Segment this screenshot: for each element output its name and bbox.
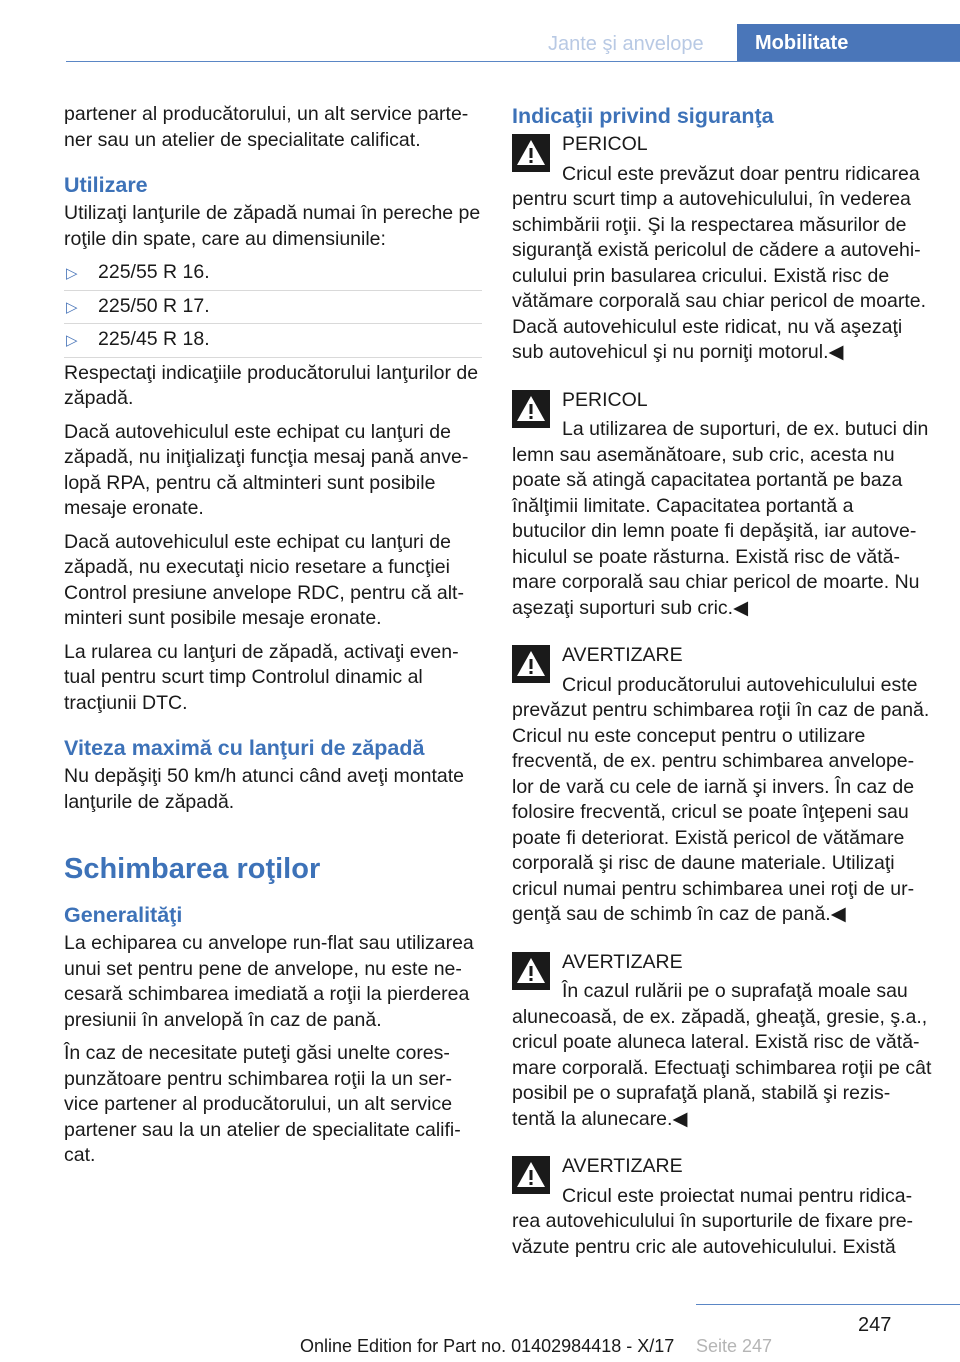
- warning-label: AVERTIZARE: [562, 950, 683, 973]
- usage-text: Utilizaţi lanţurile de zăpadă numai în pereche pe roţile din spate, care au dimensiunile:: [64, 202, 481, 250]
- watermark: Seite 247: [696, 1336, 773, 1356]
- warning-text: În cazul rulării pe o suprafaţă moale sau alunecoasă, de ex. zăpadă, gheaţă, gresie, ş.a., cricul poate aluneca lateral. Există risc de vătă‐mare corporală. Efectuaţi schimbarea roţii pe cât posibil pe o suprafaţă plană, stabilă şi rezis‐tentă la alunecare.◀: [512, 980, 932, 1130]
- triangle-right-icon: ▷: [66, 332, 78, 349]
- usage-paragraph-3: Dacă autovehiculul este echipat cu lanţuri de zăpadă, nu executaţi nicio resetare a funcţiei Control presiune anvelope RDC, pentru că alt‐minteri sunt posibile mesaje eronate.: [64, 530, 464, 629]
- warning-text: Cricul este proiectat numai pentru ridica‐rea autovehiculului în suporturile de fixare pre‐văzute pentru cric ale autovehiculului. Există: [512, 1184, 914, 1258]
- warning-triangle-icon: [512, 645, 550, 683]
- warning-label: AVERTIZARE: [562, 1155, 683, 1177]
- usage-heading: Utilizare: [64, 173, 148, 197]
- warning-label: AVERTIZARE: [562, 644, 683, 666]
- header-section-title: Jante şi anvelope: [548, 33, 704, 55]
- speed-text: Nu depăşiţi 50 km/h atunci când aveţi montate lanţurile de zăpadă.: [64, 765, 464, 813]
- safety-heading: Indicaţii privind siguranţa: [512, 104, 774, 128]
- header-rule: [66, 61, 960, 62]
- usage-paragraph-4: La rularea cu lanţuri de zăpadă, activaţi even‐tual pentru scurt timp Controlul dinamic al tracţiunii DTC.: [64, 640, 459, 714]
- warning-triangle-icon: [512, 134, 550, 172]
- warning-text: La utilizarea de suporturi, de ex. butuci din lemn sau asemănătoare, sub cric, acesta nu poate să atingă capacitatea portantă pe baza înălţimii limitate. Capacitatea portantă a butucilor din lemn poate fi depăşită, iar autove‐hiculul se poate răsturna. Există risc de vătă‐mare corporală sau chiar pericol de moarte. Nu aşezaţi suporturi sub cric.◀: [512, 418, 929, 619]
- warning-triangle-icon: [512, 390, 550, 428]
- edition-note: Online Edition for Part no. 01402984418 - X/17: [300, 1336, 675, 1356]
- footer-rule: [696, 1304, 960, 1305]
- tire-size-list: [64, 260, 482, 353]
- warning-block: [512, 132, 932, 366]
- warning-triangle-icon: [512, 952, 550, 990]
- warning-label: PERICOL: [562, 133, 648, 155]
- general-heading: Generalităţi: [64, 903, 183, 927]
- intro-paragraph: partener al producătorului, un alt service parte‐ner sau un atelier de specialitate calificat.: [64, 103, 469, 151]
- wheel-change-heading: Schimbarea roţilor: [64, 853, 321, 885]
- usage-paragraph-2: Dacă autovehiculul este echipat cu lanţuri de zăpadă, nu iniţializaţi funcţia mesaj pană anve‐lopă RPA, pentru că altminteri sunt posibile mesaje eronate.: [64, 420, 469, 519]
- page-number: 247: [858, 1314, 892, 1336]
- warning-triangle-icon: [512, 1156, 550, 1194]
- list-item: ▷ 225/50 R 17.: [64, 294, 482, 320]
- usage-paragraph-1: Respectaţi indicaţiile producătorului lanţurilor de zăpadă.: [64, 361, 479, 409]
- warning-label: PERICOL: [562, 388, 648, 411]
- page-header: [0, 0, 960, 62]
- header-chapter-tab: Mobilitate: [737, 24, 960, 62]
- warning-text: Cricul producătorului autovehiculului este prevăzut pentru schimbarea roţii în caz de pană. Cricul nu este conceput pentru o utilizare frecventă, de ex. pentru schimbarea anvelope‐lor de vară cu cele de iarnă şi invers. În caz de folosire frecventă, cricul se poate înţepeni sau poate fi deteriorat. Există pericol de vătămare corporală şi risc de daune materiale. Utilizaţi cricul numai pentru schimbarea unei roţi de ur‐genţă sau de schimb în caz de pană.◀: [512, 673, 930, 925]
- warning-text: Cricul este prevăzut doar pentru ridicarea pentru scurt timp a autovehiculului, în vederea schimbării roţii. Şi la respectarea măsurilor de siguranţă există pericolul de cădere a autovehi‐culului prin basularea cricului. Există risc de vătămare corporală sau chiar pericol de moarte. Dacă autovehiculul este ridicat, nu vă aşezaţi sub autovehicul şi nu porniţi motorul.◀: [512, 162, 927, 363]
- general-paragraph-1: La echiparea cu anvelope run-flat sau utilizarea unui set pentru pene de anvelope, nu este ne‐cesară schimbarea imediată a roţii la pierderea presiunii în anvelopă în caz de pană.: [64, 932, 474, 1031]
- left-column: [64, 102, 482, 1177]
- warning-block: [512, 1154, 932, 1260]
- list-item: ▷ 225/55 R 16.: [64, 260, 482, 286]
- right-column: [512, 102, 932, 1282]
- speed-heading: Viteza maximă cu lanţuri de zăpadă: [64, 736, 425, 760]
- general-paragraph-2: În caz de necesitate puteţi găsi unelte cores‐punzătoare pentru schimbarea roţii la un ser‐vice partener al producătorului, un alt service partener sau la un atelier de specialitate califi‐cat.: [64, 1042, 461, 1166]
- warning-block: [512, 950, 932, 1133]
- triangle-right-icon: ▷: [66, 298, 78, 316]
- list-item: ▷ 225/45 R 18.: [64, 327, 482, 353]
- warning-block: [512, 388, 932, 622]
- warning-block: [512, 643, 932, 928]
- triangle-right-icon: ▷: [66, 265, 78, 282]
